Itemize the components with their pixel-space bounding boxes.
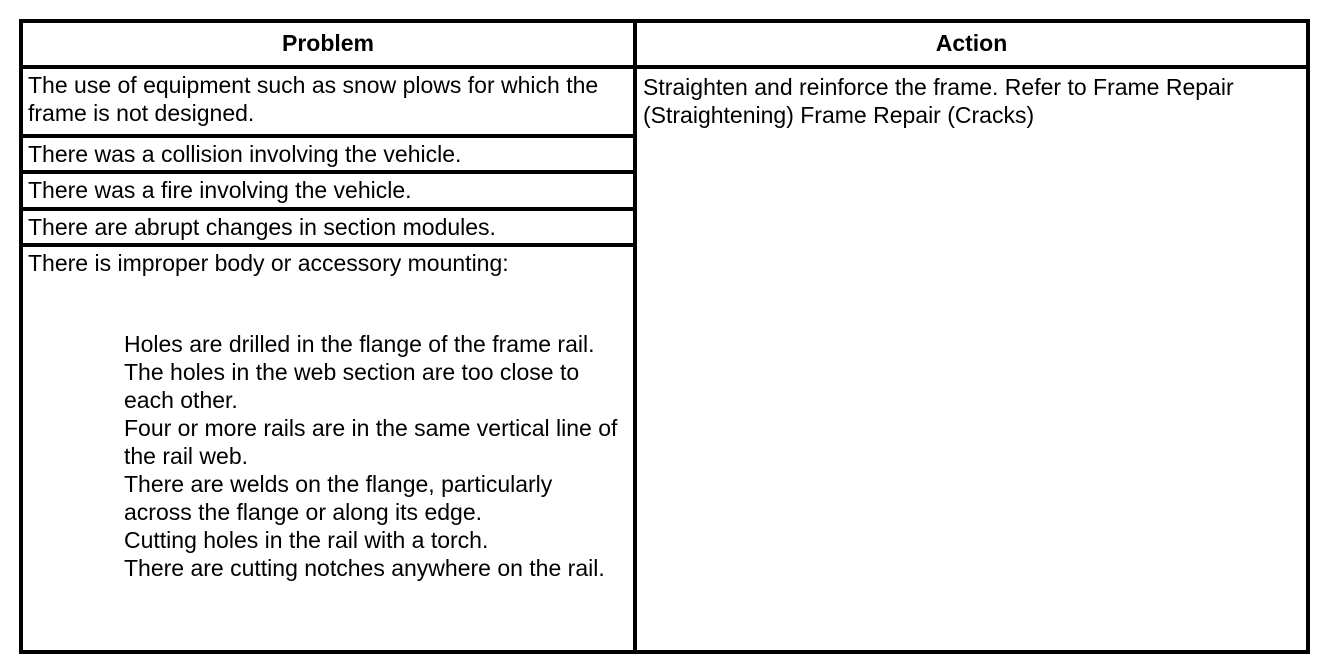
problem-text: There is improper body or accessory mounting: [28, 250, 509, 277]
header-row [21, 21, 1308, 67]
list-item: Cutting holes in the rail with a torch. [124, 527, 489, 554]
problem-text: There are abrupt changes in section modules. [28, 213, 496, 240]
header-problem: Problem [21, 21, 635, 67]
problem-cell [21, 172, 635, 209]
action-text: Straighten and reinforce the frame. Refer to Frame Repair (Straightening) Frame Repair (Cracks) [643, 73, 1234, 128]
list-item: Holes are drilled in the flange of the frame rail. [124, 331, 595, 358]
problem-text: There was a fire involving the vehicle. [28, 177, 412, 204]
problem-cell [21, 209, 635, 246]
problem-action-table [19, 19, 1310, 654]
list-item: There are cutting notches anywhere on the rail. [124, 555, 605, 582]
list-item: The holes in the web section are too close to each other. [124, 359, 580, 414]
problem-cell [21, 136, 635, 173]
problem-text: There was a collision involving the vehicle. [28, 140, 462, 167]
header-action: Action [635, 21, 1308, 67]
list-item: Four or more rails are in the same vertical line of the rail web. [124, 415, 618, 470]
problem-text: The use of equipment such as snow plows for which the frame is not designed. [28, 71, 599, 126]
problem-cell [21, 245, 635, 652]
table-row [21, 67, 1308, 136]
mounting-issues-list [23, 330, 633, 582]
list-item: There are welds on the flange, particularly across the flange or along its edge. [124, 471, 553, 526]
problem-cell [21, 67, 635, 136]
action-cell [635, 67, 1308, 652]
